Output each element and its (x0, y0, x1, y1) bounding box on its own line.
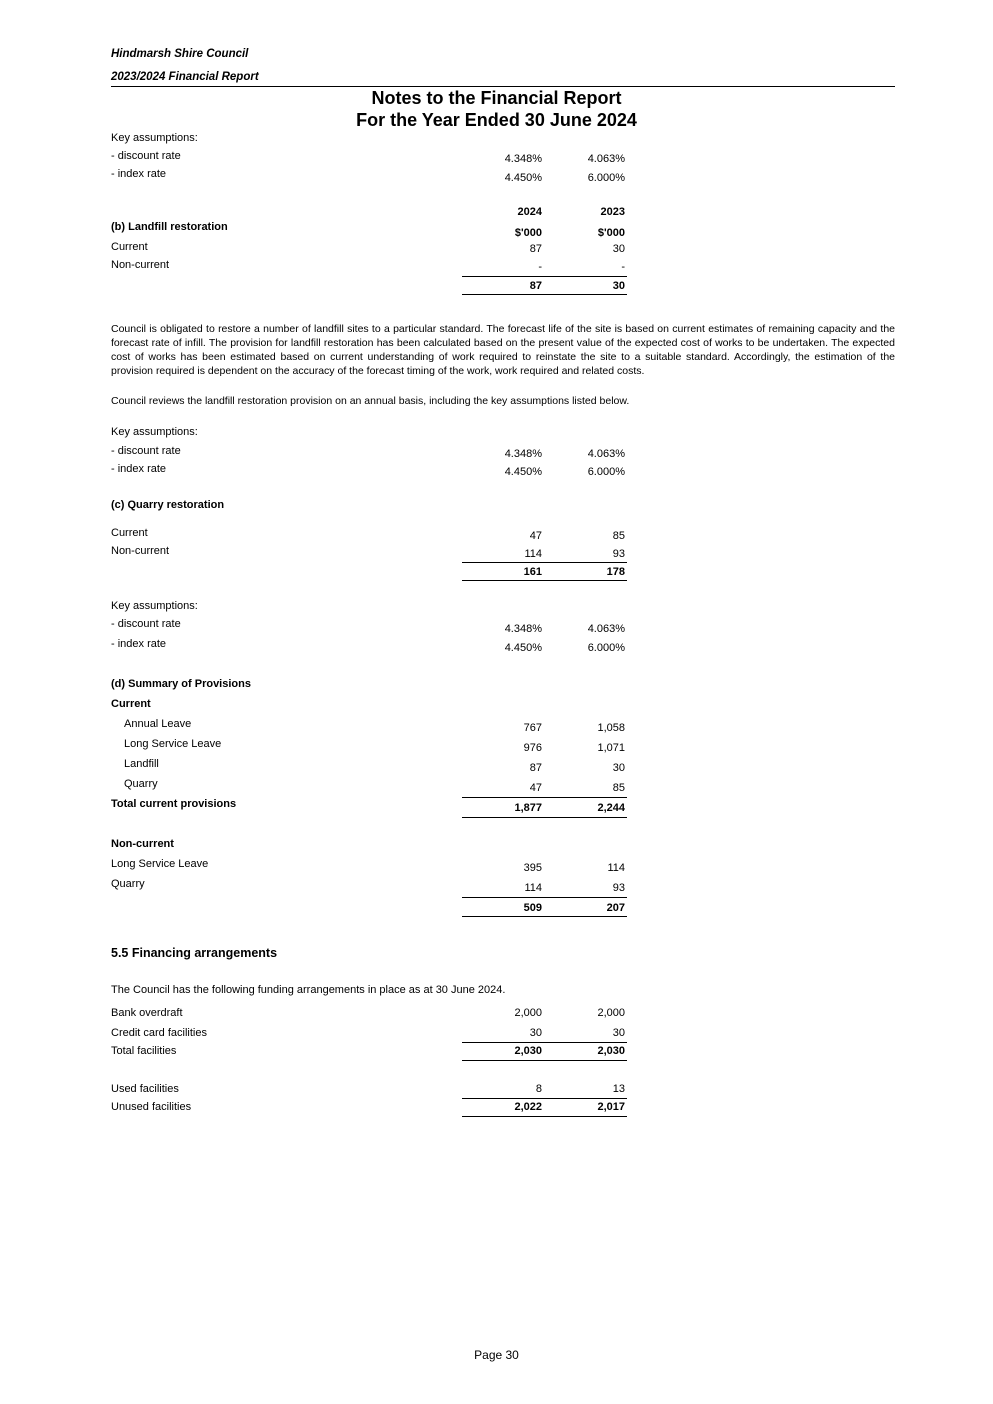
summary-annual-leave-2023: 1,058 (597, 722, 625, 734)
column-year-2023: 2023 (600, 206, 625, 218)
landfill-current-2023: 30 (612, 243, 625, 255)
landfill-assumptions-heading: Key assumptions: (111, 426, 198, 438)
summary-nc-lsl-2024: 395 (523, 862, 542, 874)
landfill-discount-2024: 4.348% (504, 448, 542, 460)
landfill-current-2024: 87 (529, 243, 542, 255)
page-title-line2: For the Year Ended 30 June 2024 (356, 110, 637, 130)
index-rate-label: - index rate (111, 168, 167, 180)
landfill-discount-label: - discount rate (111, 445, 181, 457)
assumptions-heading: Key assumptions: (111, 132, 198, 144)
quarry-noncurrent-2023: 93 (612, 548, 625, 560)
summary-annual-leave-2024: 767 (523, 722, 542, 734)
summary-current-rule-top (462, 797, 627, 798)
summary-landfill-label: Landfill (124, 758, 159, 770)
landfill-total-rule-top (462, 276, 627, 277)
summary-lsl-2024: 976 (523, 742, 542, 754)
financing-total-2023: 2,030 (597, 1045, 625, 1057)
header-rule (111, 86, 895, 87)
discount-rate-2023: 4.063% (587, 153, 625, 165)
summary-nc-quarry-2023: 93 (612, 882, 625, 894)
landfill-noncurrent-label: Non-current (111, 259, 170, 271)
financing-used-2024: 8 (535, 1083, 542, 1095)
financing-used-2023: 13 (612, 1083, 625, 1095)
financing-total-2024: 2,030 (514, 1045, 542, 1057)
financing-overdraft-2024: 2,000 (514, 1007, 542, 1019)
summary-current-heading: Current (111, 698, 151, 710)
landfill-total-2024: 87 (529, 280, 542, 292)
summary-quarry-label: Quarry (124, 778, 158, 790)
quarry-noncurrent-2024: 114 (524, 548, 542, 560)
summary-landfill-2023: 30 (612, 762, 625, 774)
landfill-paragraph-1: Council is obligated to restore a number of landfill sites to a particular standard. The forecast life of the site is based on current estimates of remaining capacity and the forecast rate of infill. The provision for landfill restoration has been calculated based on the present value of the expected cost of works to be undertaken. The expected cost of works has been estimated based on current understanding of work required to reinstate the site to a suitable standard. Accordingly, the estimation of the provision required is dependent on the accuracy of the forecast timing of the work, work required and related costs. (111, 323, 895, 377)
summary-lsl-label: Long Service Leave (124, 738, 222, 750)
financing-unused-2023: 2,017 (597, 1101, 625, 1113)
summary-nc-lsl-2023: 114 (607, 862, 625, 874)
financing-used-label: Used facilities (111, 1083, 179, 1095)
discount-rate-2024: 4.348% (504, 153, 542, 165)
summary-total-current-2024: 1,877 (514, 802, 542, 814)
financing-overdraft-2023: 2,000 (597, 1007, 625, 1019)
page-title-line1: Notes to the Financial Report (371, 88, 622, 108)
summary-total-current-2023: 2,244 (597, 802, 625, 814)
quarry-discount-2023: 4.063% (587, 623, 625, 635)
summary-nc-rule-top (462, 897, 627, 898)
landfill-total-rule-bottom (462, 294, 627, 295)
summary-total-current-label: Total current provisions (111, 798, 237, 810)
column-year-2024: 2024 (517, 206, 542, 218)
financing-total-rule-bottom (462, 1060, 627, 1061)
quarry-current-2024: 47 (529, 530, 542, 542)
quarry-discount-label: - discount rate (111, 618, 181, 630)
summary-heading: (d) Summary of Provisions (111, 678, 251, 690)
financing-overdraft-label: Bank overdraft (111, 1007, 183, 1019)
quarry-total-rule-top (462, 562, 627, 563)
summary-nc-total-2024: 509 (523, 902, 542, 914)
financing-credit-label: Credit card facilities (111, 1027, 207, 1039)
column-unit-2023: $'000 (597, 227, 625, 239)
quarry-index-label: - index rate (111, 638, 167, 650)
financing-unused-2024: 2,022 (514, 1101, 542, 1113)
summary-lsl-2023: 1,071 (597, 742, 625, 754)
summary-current-rule-bottom (462, 817, 627, 818)
report-name: 2023/2024 Financial Report (111, 71, 259, 83)
quarry-noncurrent-label: Non-current (111, 545, 170, 557)
landfill-total-2023: 30 (612, 280, 625, 292)
financing-intro: The Council has the following funding arrangements in place as at 30 June 2024. (111, 984, 506, 996)
quarry-heading: (c) Quarry restoration (111, 499, 225, 511)
quarry-discount-2024: 4.348% (504, 623, 542, 635)
summary-quarry-2024: 47 (529, 782, 542, 794)
summary-landfill-2024: 87 (529, 762, 542, 774)
landfill-index-label: - index rate (111, 463, 167, 475)
financing-credit-2024: 30 (529, 1027, 542, 1039)
quarry-index-2024: 4.450% (504, 642, 542, 654)
financing-total-rule-top (462, 1042, 627, 1043)
quarry-assumptions-heading: Key assumptions: (111, 600, 198, 612)
financing-credit-2023: 30 (612, 1027, 625, 1039)
quarry-total-2023: 178 (606, 566, 625, 578)
quarry-current-2023: 85 (612, 530, 625, 542)
quarry-total-2024: 161 (523, 566, 542, 578)
index-rate-2024: 4.450% (504, 172, 542, 184)
summary-nc-quarry-2024: 114 (524, 882, 542, 894)
landfill-heading: (b) Landfill restoration (111, 221, 228, 233)
summary-annual-leave-label: Annual Leave (124, 718, 192, 730)
page-number: Page 30 (474, 1348, 519, 1362)
financing-heading: 5.5 Financing arrangements (111, 946, 278, 960)
summary-noncurrent-heading: Non-current (111, 838, 174, 850)
landfill-paragraph-2: Council reviews the landfill restoration provision on an annual basis, including the key assumptions listed below. (111, 395, 630, 407)
landfill-noncurrent-2024: - (538, 261, 542, 273)
summary-nc-lsl-label: Long Service Leave (111, 858, 209, 870)
landfill-index-2024: 4.450% (504, 466, 542, 478)
summary-quarry-2023: 85 (612, 782, 625, 794)
quarry-current-label: Current (111, 527, 148, 539)
financing-unused-rule-top (462, 1098, 627, 1099)
quarry-index-2023: 6.000% (587, 642, 625, 654)
summary-nc-total-2023: 207 (606, 902, 625, 914)
discount-rate-label: - discount rate (111, 150, 181, 162)
landfill-noncurrent-2023: - (621, 261, 625, 273)
quarry-total-rule-bottom (462, 580, 627, 581)
summary-nc-rule-bottom (462, 916, 627, 917)
financing-unused-label: Unused facilities (111, 1101, 192, 1113)
financing-unused-rule-bottom (462, 1116, 627, 1117)
summary-nc-quarry-label: Quarry (111, 878, 145, 890)
financing-total-label: Total facilities (111, 1045, 177, 1057)
index-rate-2023: 6.000% (587, 172, 625, 184)
column-unit-2024: $'000 (514, 227, 542, 239)
landfill-discount-2023: 4.063% (587, 448, 625, 460)
org-name: Hindmarsh Shire Council (111, 48, 249, 60)
landfill-index-2023: 6.000% (587, 466, 625, 478)
landfill-current-label: Current (111, 241, 148, 253)
